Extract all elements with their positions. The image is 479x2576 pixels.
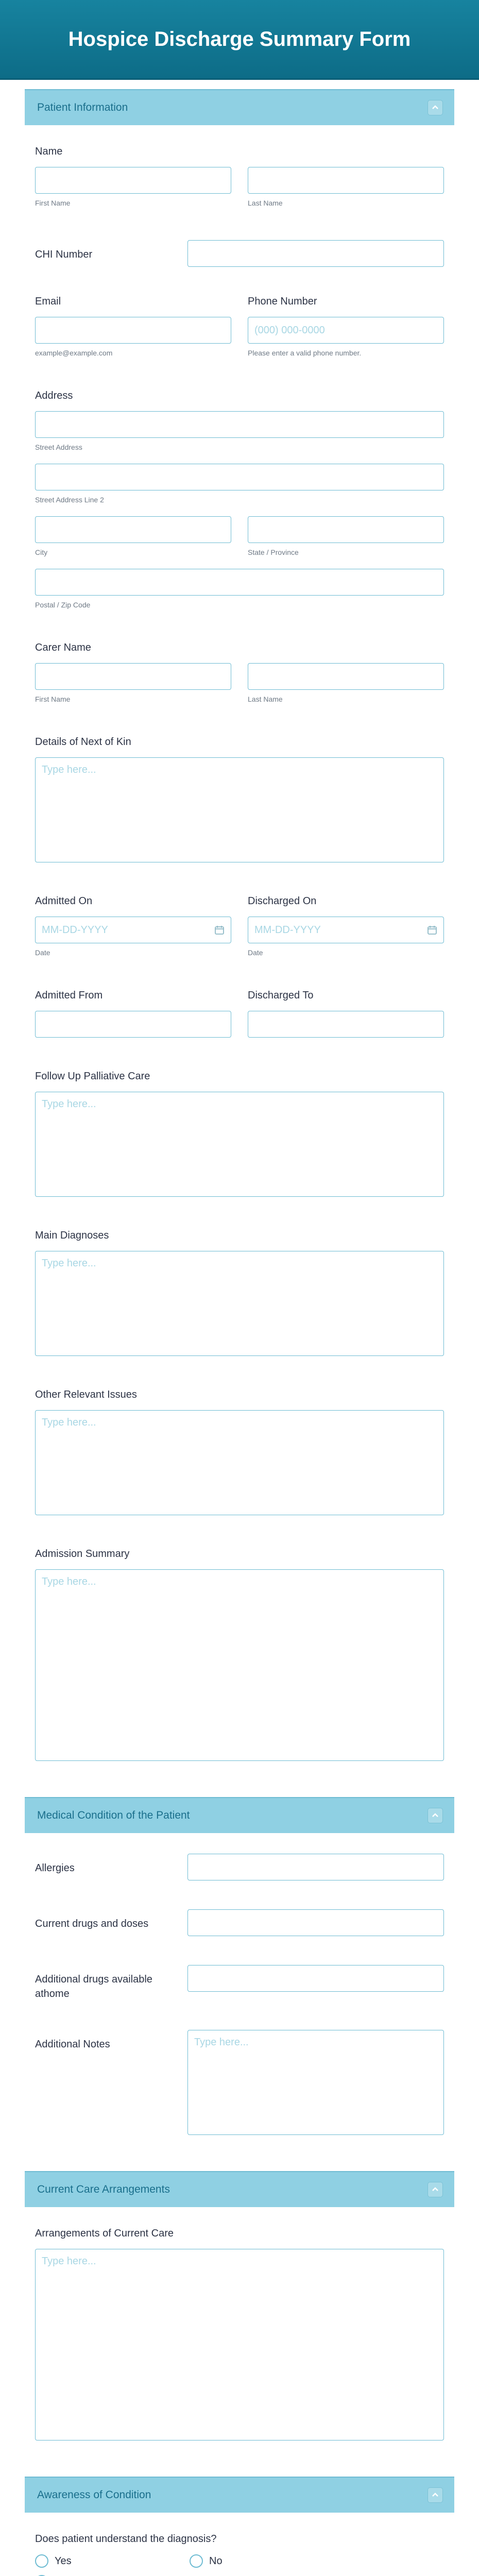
q-patient-diagnosis bbox=[25, 2533, 454, 2576]
state-input[interactable] bbox=[248, 516, 444, 543]
main-diagnoses-field bbox=[25, 1230, 454, 1356]
collapse-chevron-icon[interactable] bbox=[427, 2182, 443, 2197]
email-sublabel: example@example.com bbox=[35, 349, 113, 357]
radio-no[interactable]: No bbox=[190, 2554, 344, 2568]
main-diagnoses-label: Main Diagnoses bbox=[35, 1230, 109, 1241]
street-address-input[interactable] bbox=[35, 411, 444, 438]
zip-input[interactable] bbox=[35, 569, 444, 596]
carer-last-name-sublabel: Last Name bbox=[248, 695, 283, 703]
street-address-line2-sublabel: Street Address Line 2 bbox=[35, 496, 104, 504]
discharged-to-label: Discharged To bbox=[248, 990, 314, 1001]
additional-notes-textarea[interactable]: Type here... bbox=[187, 2030, 444, 2135]
email-label: Email bbox=[35, 296, 61, 307]
radio-yes[interactable]: Yes bbox=[35, 2554, 190, 2568]
follow-up-field bbox=[25, 1071, 454, 1197]
city-sublabel: City bbox=[35, 548, 48, 556]
additional-drugs-label: Additional drugs available athome bbox=[35, 1974, 152, 1999]
additional-drugs-input[interactable] bbox=[187, 1965, 444, 1992]
first-name-sublabel: First Name bbox=[35, 199, 71, 207]
address-field bbox=[25, 390, 454, 609]
discharged-on-label: Discharged On bbox=[248, 895, 317, 907]
name-label: Name bbox=[35, 146, 63, 157]
carer-name-field bbox=[25, 642, 454, 703]
calendar-icon[interactable] bbox=[214, 925, 225, 935]
section-current-care[interactable] bbox=[25, 2171, 454, 2207]
phone-input[interactable]: (000) 000-0000 bbox=[248, 317, 444, 344]
next-of-kin-field bbox=[25, 736, 454, 862]
care-arrangements-textarea[interactable]: Type here... bbox=[35, 2249, 444, 2441]
admission-summary-label: Admission Summary bbox=[35, 1548, 130, 1560]
zip-sublabel: Postal / Zip Code bbox=[35, 601, 91, 609]
care-arrangements-field bbox=[25, 2228, 454, 2441]
discharged-to-input[interactable] bbox=[248, 1011, 444, 1038]
q-patient-diagnosis-label: Does patient understand the diagnosis? bbox=[35, 2533, 217, 2545]
city-input[interactable] bbox=[35, 516, 231, 543]
street-address-line2-input[interactable] bbox=[35, 464, 444, 490]
care-arrangements-label: Arrangements of Current Care bbox=[35, 2228, 174, 2239]
carer-name-label: Carer Name bbox=[35, 642, 91, 653]
discharged-on-placeholder: MM-DD-YYYY bbox=[254, 924, 321, 936]
collapse-chevron-icon[interactable] bbox=[427, 2487, 443, 2503]
allergies-input[interactable] bbox=[187, 1854, 444, 1880]
additional-notes-label: Additional Notes bbox=[35, 2039, 110, 2050]
form-title: Hospice Discharge Summary Form bbox=[68, 27, 411, 50]
first-name-input[interactable] bbox=[35, 167, 231, 194]
admitted-from-to-field bbox=[25, 990, 454, 1038]
chi-number-input[interactable] bbox=[187, 240, 444, 267]
chi-number-field bbox=[25, 240, 454, 267]
admitted-on-input[interactable] bbox=[35, 917, 231, 943]
admitted-on-label: Admitted On bbox=[35, 895, 93, 907]
last-name-input[interactable] bbox=[248, 167, 444, 194]
carer-last-name-input[interactable] bbox=[248, 663, 444, 690]
street-address-sublabel: Street Address bbox=[35, 443, 82, 451]
name-field bbox=[25, 146, 454, 207]
current-drugs-input[interactable] bbox=[187, 1909, 444, 1936]
discharged-on-sublabel: Date bbox=[248, 948, 263, 957]
admission-dates-field bbox=[25, 895, 454, 957]
section-medical-condition[interactable] bbox=[25, 1797, 454, 1833]
discharged-on-input[interactable] bbox=[248, 917, 444, 943]
chi-number-label: CHI Number bbox=[35, 249, 93, 260]
form-body bbox=[0, 80, 479, 2576]
allergies-label: Allergies bbox=[35, 1862, 75, 1874]
phone-sublabel: Please enter a valid phone number. bbox=[248, 349, 362, 357]
section-title: Patient Information bbox=[37, 101, 128, 113]
follow-up-label: Follow Up Palliative Care bbox=[35, 1071, 150, 1082]
admitted-from-input[interactable] bbox=[35, 1011, 231, 1038]
carer-first-name-input[interactable] bbox=[35, 663, 231, 690]
section-awareness[interactable] bbox=[25, 2477, 454, 2513]
calendar-icon[interactable] bbox=[427, 925, 437, 935]
form-header bbox=[0, 0, 479, 80]
other-issues-textarea[interactable]: Type here... bbox=[35, 1410, 444, 1515]
section-patient-information[interactable] bbox=[25, 89, 454, 125]
allergies-field bbox=[25, 1854, 454, 1880]
current-drugs-label: Current drugs and doses bbox=[35, 1918, 149, 1929]
collapse-chevron-icon[interactable] bbox=[427, 100, 443, 115]
other-issues-label: Other Relevant Issues bbox=[35, 1389, 137, 1400]
admission-summary-textarea[interactable]: Type here... bbox=[35, 1569, 444, 1761]
section-title: Medical Condition of the Patient bbox=[37, 1809, 190, 1821]
admitted-from-label: Admitted From bbox=[35, 990, 103, 1001]
last-name-sublabel: Last Name bbox=[248, 199, 283, 207]
section-title: Awareness of Condition bbox=[37, 2489, 151, 2501]
next-of-kin-label: Details of Next of Kin bbox=[35, 736, 131, 748]
current-drugs-field bbox=[25, 1909, 454, 1936]
collapse-chevron-icon[interactable] bbox=[427, 1808, 443, 1823]
additional-drugs-field bbox=[25, 1965, 454, 2001]
state-sublabel: State / Province bbox=[248, 548, 299, 556]
admission-summary-field bbox=[25, 1548, 454, 1761]
phone-label: Phone Number bbox=[248, 296, 317, 307]
additional-notes-field bbox=[25, 2030, 454, 2135]
address-label: Address bbox=[35, 390, 73, 401]
main-diagnoses-textarea[interactable]: Type here... bbox=[35, 1251, 444, 1356]
other-issues-field bbox=[25, 1389, 454, 1515]
follow-up-textarea[interactable]: Type here... bbox=[35, 1092, 444, 1197]
email-input[interactable] bbox=[35, 317, 231, 344]
admitted-on-placeholder: MM-DD-YYYY bbox=[42, 924, 108, 936]
contact-fields bbox=[25, 296, 454, 357]
admitted-on-sublabel: Date bbox=[35, 948, 50, 957]
carer-first-name-sublabel: First Name bbox=[35, 695, 71, 703]
section-title: Current Care Arrangements bbox=[37, 2183, 170, 2195]
next-of-kin-textarea[interactable]: Type here... bbox=[35, 757, 444, 862]
